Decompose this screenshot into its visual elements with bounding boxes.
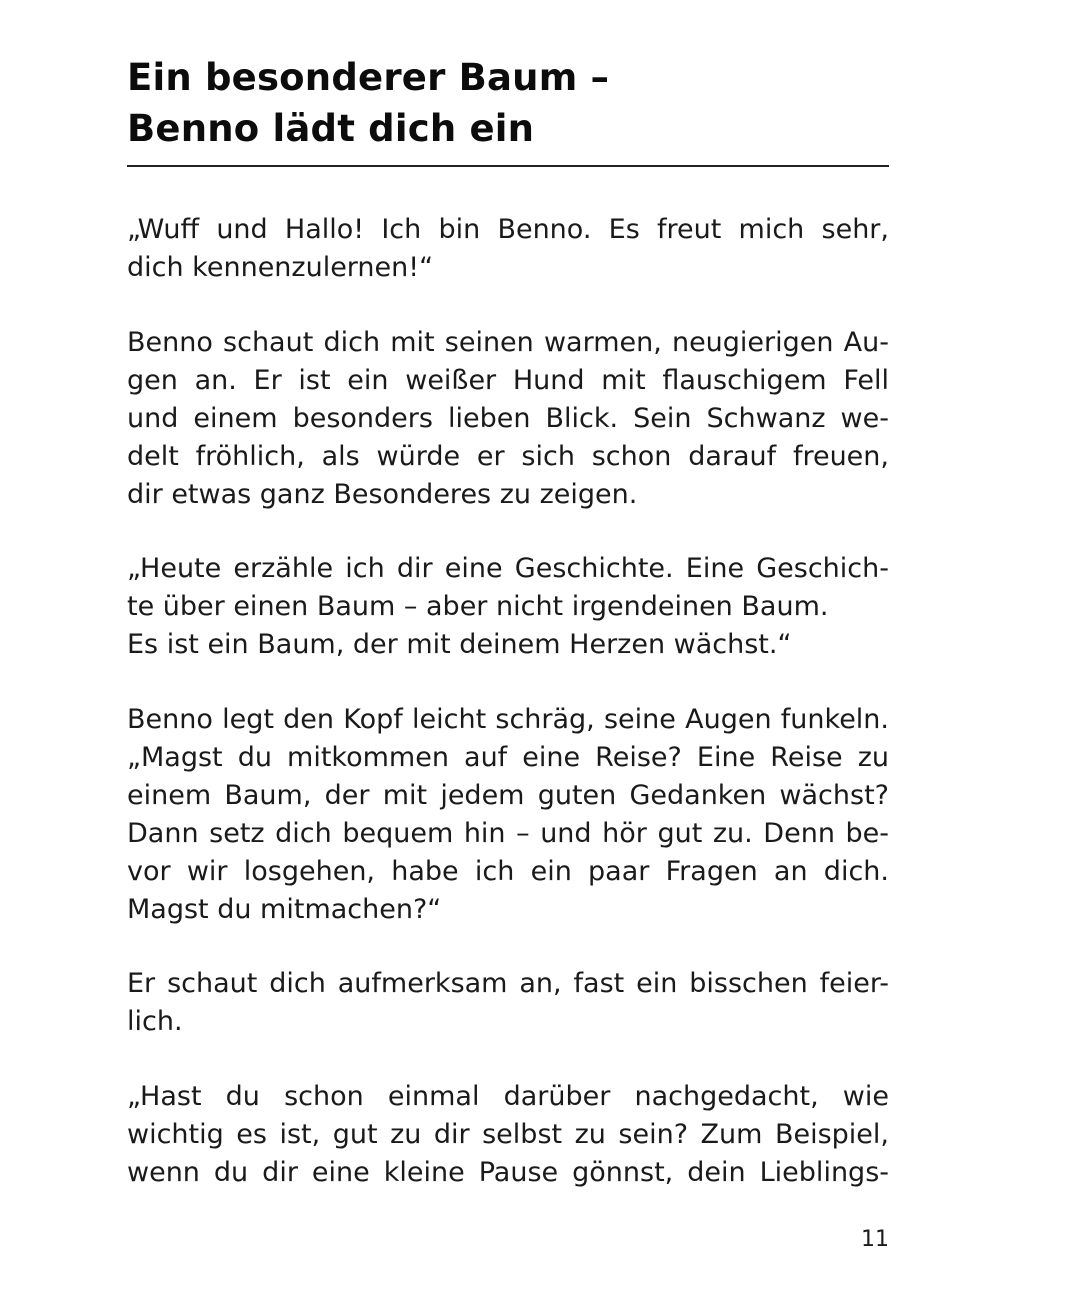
text-line: „Magst du mitkommen auf eine Reise? Eine Reise zu bbox=[127, 742, 889, 773]
text-line: Magst du mitmachen?“ bbox=[127, 894, 442, 925]
text-line: dich kennenzulernen!“ bbox=[127, 252, 434, 283]
book-page bbox=[127, 0, 889, 1291]
chapter-title-line-2: Benno lädt dich ein bbox=[127, 107, 535, 150]
text-line: Benno schaut dich mit seinen warmen, neugierigen Au- bbox=[127, 327, 889, 358]
text-line: delt fröhlich, als würde er sich schon darauf freuen, bbox=[127, 441, 889, 472]
paragraph-self-care bbox=[127, 1078, 889, 1192]
page-number: 11 bbox=[861, 1227, 889, 1252]
paragraph-benno-description bbox=[127, 324, 889, 514]
text-line: dir etwas ganz Besonderes zu zeigen. bbox=[127, 479, 638, 510]
paragraph-attentive bbox=[127, 965, 889, 1041]
text-line: einem Baum, der mit jedem guten Gedanken wächst? bbox=[127, 780, 889, 811]
text-line: Es ist ein Baum, der mit deinem Herzen wächst.“ bbox=[127, 629, 792, 660]
text-line: „Hast du schon einmal darüber nachgedacht, wie bbox=[127, 1081, 889, 1112]
text-line: „Heute erzähle ich dir eine Geschichte. Eine Geschich- bbox=[127, 553, 889, 584]
text-line: Dann setz dich bequem hin – und hör gut zu. Denn be- bbox=[127, 818, 889, 849]
text-line: vor wir losgehen, habe ich ein paar Fragen an dich. bbox=[127, 856, 889, 887]
text-line: und einem besonders lieben Blick. Sein Schwanz we- bbox=[127, 403, 889, 434]
text-line: lich. bbox=[127, 1006, 183, 1037]
text-line: te über einen Baum – aber nicht irgendeinen Baum. bbox=[127, 591, 829, 622]
text-line: gen an. Er ist ein weißer Hund mit flauschigem Fell bbox=[127, 365, 889, 396]
paragraph-invitation bbox=[127, 701, 889, 929]
chapter-title-line-1: Ein besonderer Baum – bbox=[127, 56, 610, 99]
title-divider bbox=[127, 165, 889, 167]
text-line: wichtig es ist, gut zu dir selbst zu sein? Zum Beispiel, bbox=[127, 1119, 889, 1150]
text-line: wenn du dir eine kleine Pause gönnst, dein Lieblings- bbox=[127, 1157, 889, 1188]
text-line: Benno legt den Kopf leicht schräg, seine Augen funkeln. bbox=[127, 704, 889, 735]
paragraph-greeting bbox=[127, 211, 889, 287]
text-line: „Wuff und Hallo! Ich bin Benno. Es freut mich sehr, bbox=[127, 214, 889, 245]
text-line: Er schaut dich aufmerksam an, fast ein bisschen feier- bbox=[127, 968, 889, 999]
paragraph-story-intro bbox=[127, 550, 889, 664]
chapter-title bbox=[127, 52, 889, 154]
